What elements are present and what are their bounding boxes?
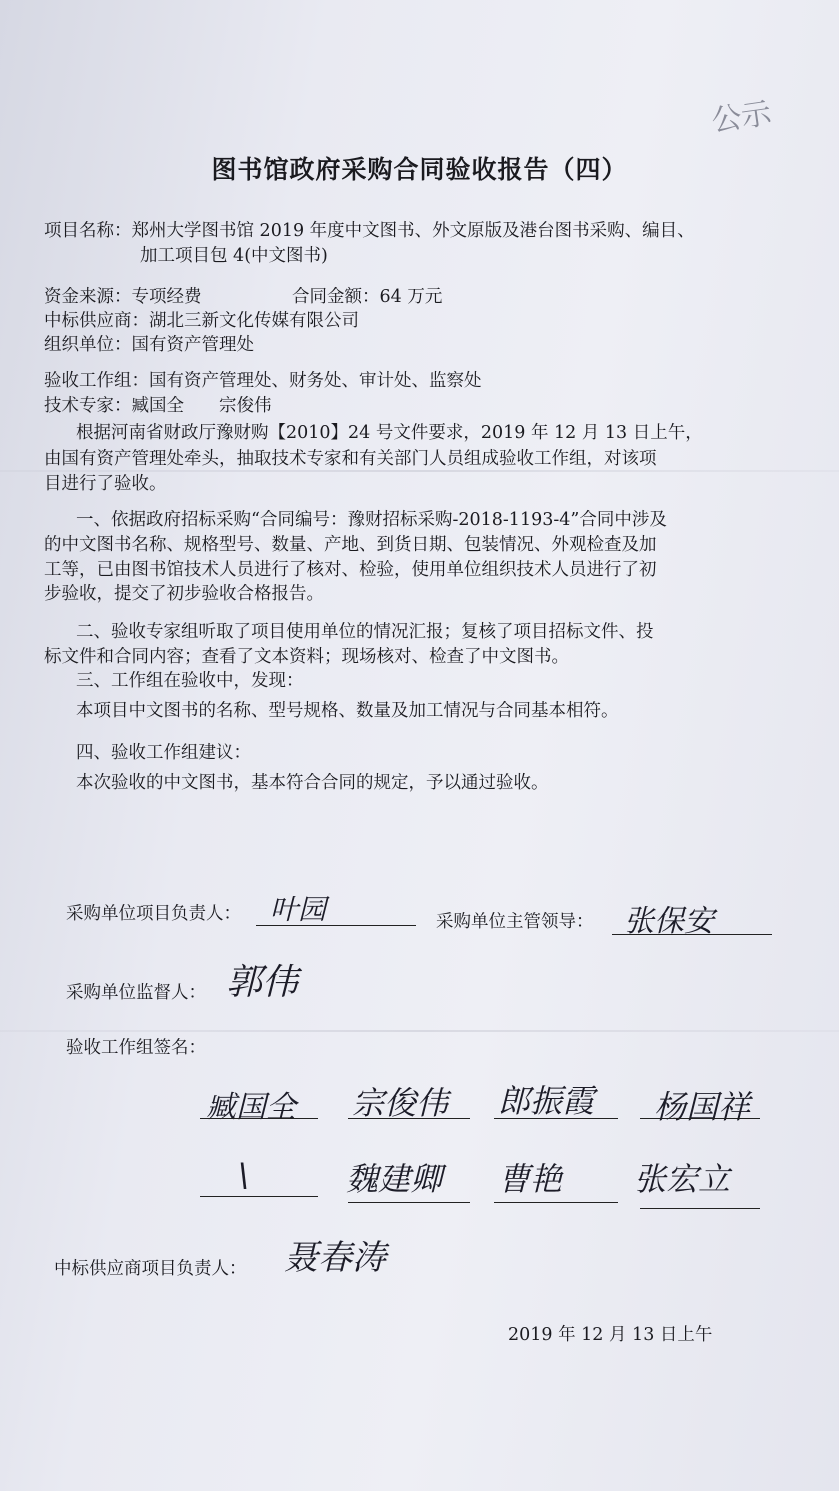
signature-line (494, 1202, 618, 1203)
signature-line (640, 1208, 760, 1209)
report-title: 图书馆政府采购合同验收报告（四） (211, 155, 628, 184)
paper-fold (0, 1030, 839, 1032)
para3-heading: 三、工作组在验收中，发现： (76, 671, 304, 691)
para1-line: 一、依据政府招标采购“合同编号：豫财招标采购-2018-1193-4”合同中涉及 (76, 510, 667, 530)
group-signature: \ (238, 1156, 249, 1194)
fund-source: 资金来源：专项经费 (44, 287, 202, 307)
leader-signature: 张保安 (624, 904, 714, 939)
para4-text: 本次验收的中文图书，基本符合合同的规定，予以通过验收。 (76, 773, 549, 793)
para1-line: 工等，已由图书馆技术人员进行了核对、检验，使用单位组织技术人员进行了初 (44, 560, 657, 580)
para1-line: 的中文图书名称、规格型号、数量、产地、到货日期、包装情况、外观检查及加 (44, 535, 657, 555)
leader-label: 采购单位主管领导： (436, 912, 594, 932)
intro-line: 由国有资产管理处牵头，抽取技术专家和有关部门人员组成验收工作组，对该项 (44, 449, 657, 469)
intro-line: 根据河南省财政厅豫财购【2010】24 号文件要求，2019 年 12 月 13 日上午， (76, 423, 703, 443)
project-name-line2: 加工项目包 4(中文图书) (140, 246, 328, 266)
group-signature: 魏建卿 (346, 1160, 443, 1198)
group-signature: 臧国全 (206, 1090, 296, 1125)
contract-amount: 合同金额：64 万元 (292, 287, 443, 307)
org-unit: 组织单位：国有资产管理处 (44, 335, 254, 355)
group-signature: 宗俊伟 (352, 1084, 449, 1122)
group-signature: 张宏立 (634, 1160, 731, 1198)
signature-line (494, 1118, 618, 1119)
group-signature: 郎振霞 (498, 1082, 595, 1120)
signature-line (640, 1118, 760, 1119)
experts: 技术专家：臧国全 宗俊伟 (44, 396, 272, 416)
supplier-lead-label: 中标供应商项目负责人： (54, 1259, 247, 1279)
work-group: 验收工作组：国有资产管理处、财务处、审计处、监察处 (44, 371, 482, 391)
project-name-line1: 项目名称：郑州大学图书馆 2019 年度中文图书、外文原版及港台图书采购、编目、 (44, 221, 695, 241)
intro-line: 目进行了验收。 (44, 474, 167, 494)
signature-line (348, 1202, 470, 1203)
para1-line: 步验收，提交了初步验收合格报告。 (44, 584, 324, 604)
project-lead-signature: 叶园 (270, 893, 327, 926)
para2-line: 二、验收专家组听取了项目使用单位的情况汇报；复核了项目招标文件、投 (76, 622, 654, 642)
supplier-lead-signature: 聂春涛 (284, 1238, 386, 1278)
report-date: 2019 年 12 月 13 日上午 (508, 1325, 713, 1345)
group-signature: 杨国祥 (654, 1088, 751, 1126)
para2-line: 标文件和合同内容；查看了文本资料；现场核对、检查了中文图书。 (44, 647, 569, 667)
supplier: 中标供应商：湖北三新文化传媒有限公司 (44, 311, 359, 331)
group-signature: 曹艳 (498, 1160, 563, 1198)
supervisor-label: 采购单位监督人： (66, 983, 206, 1003)
signature-line (200, 1118, 318, 1119)
corner-handwritten-mark: 公示 (709, 95, 774, 139)
para3-text: 本项目中文图书的名称、型号规格、数量及加工情况与合同基本相符。 (76, 701, 619, 721)
signature-line (200, 1196, 318, 1197)
para4-heading: 四、验收工作组建议： (76, 743, 251, 763)
signature-line (348, 1118, 470, 1119)
supervisor-signature: 郭伟 (226, 962, 299, 1003)
group-label: 验收工作组签名： (66, 1038, 206, 1058)
project-lead-label: 采购单位项目负责人： (66, 904, 241, 924)
